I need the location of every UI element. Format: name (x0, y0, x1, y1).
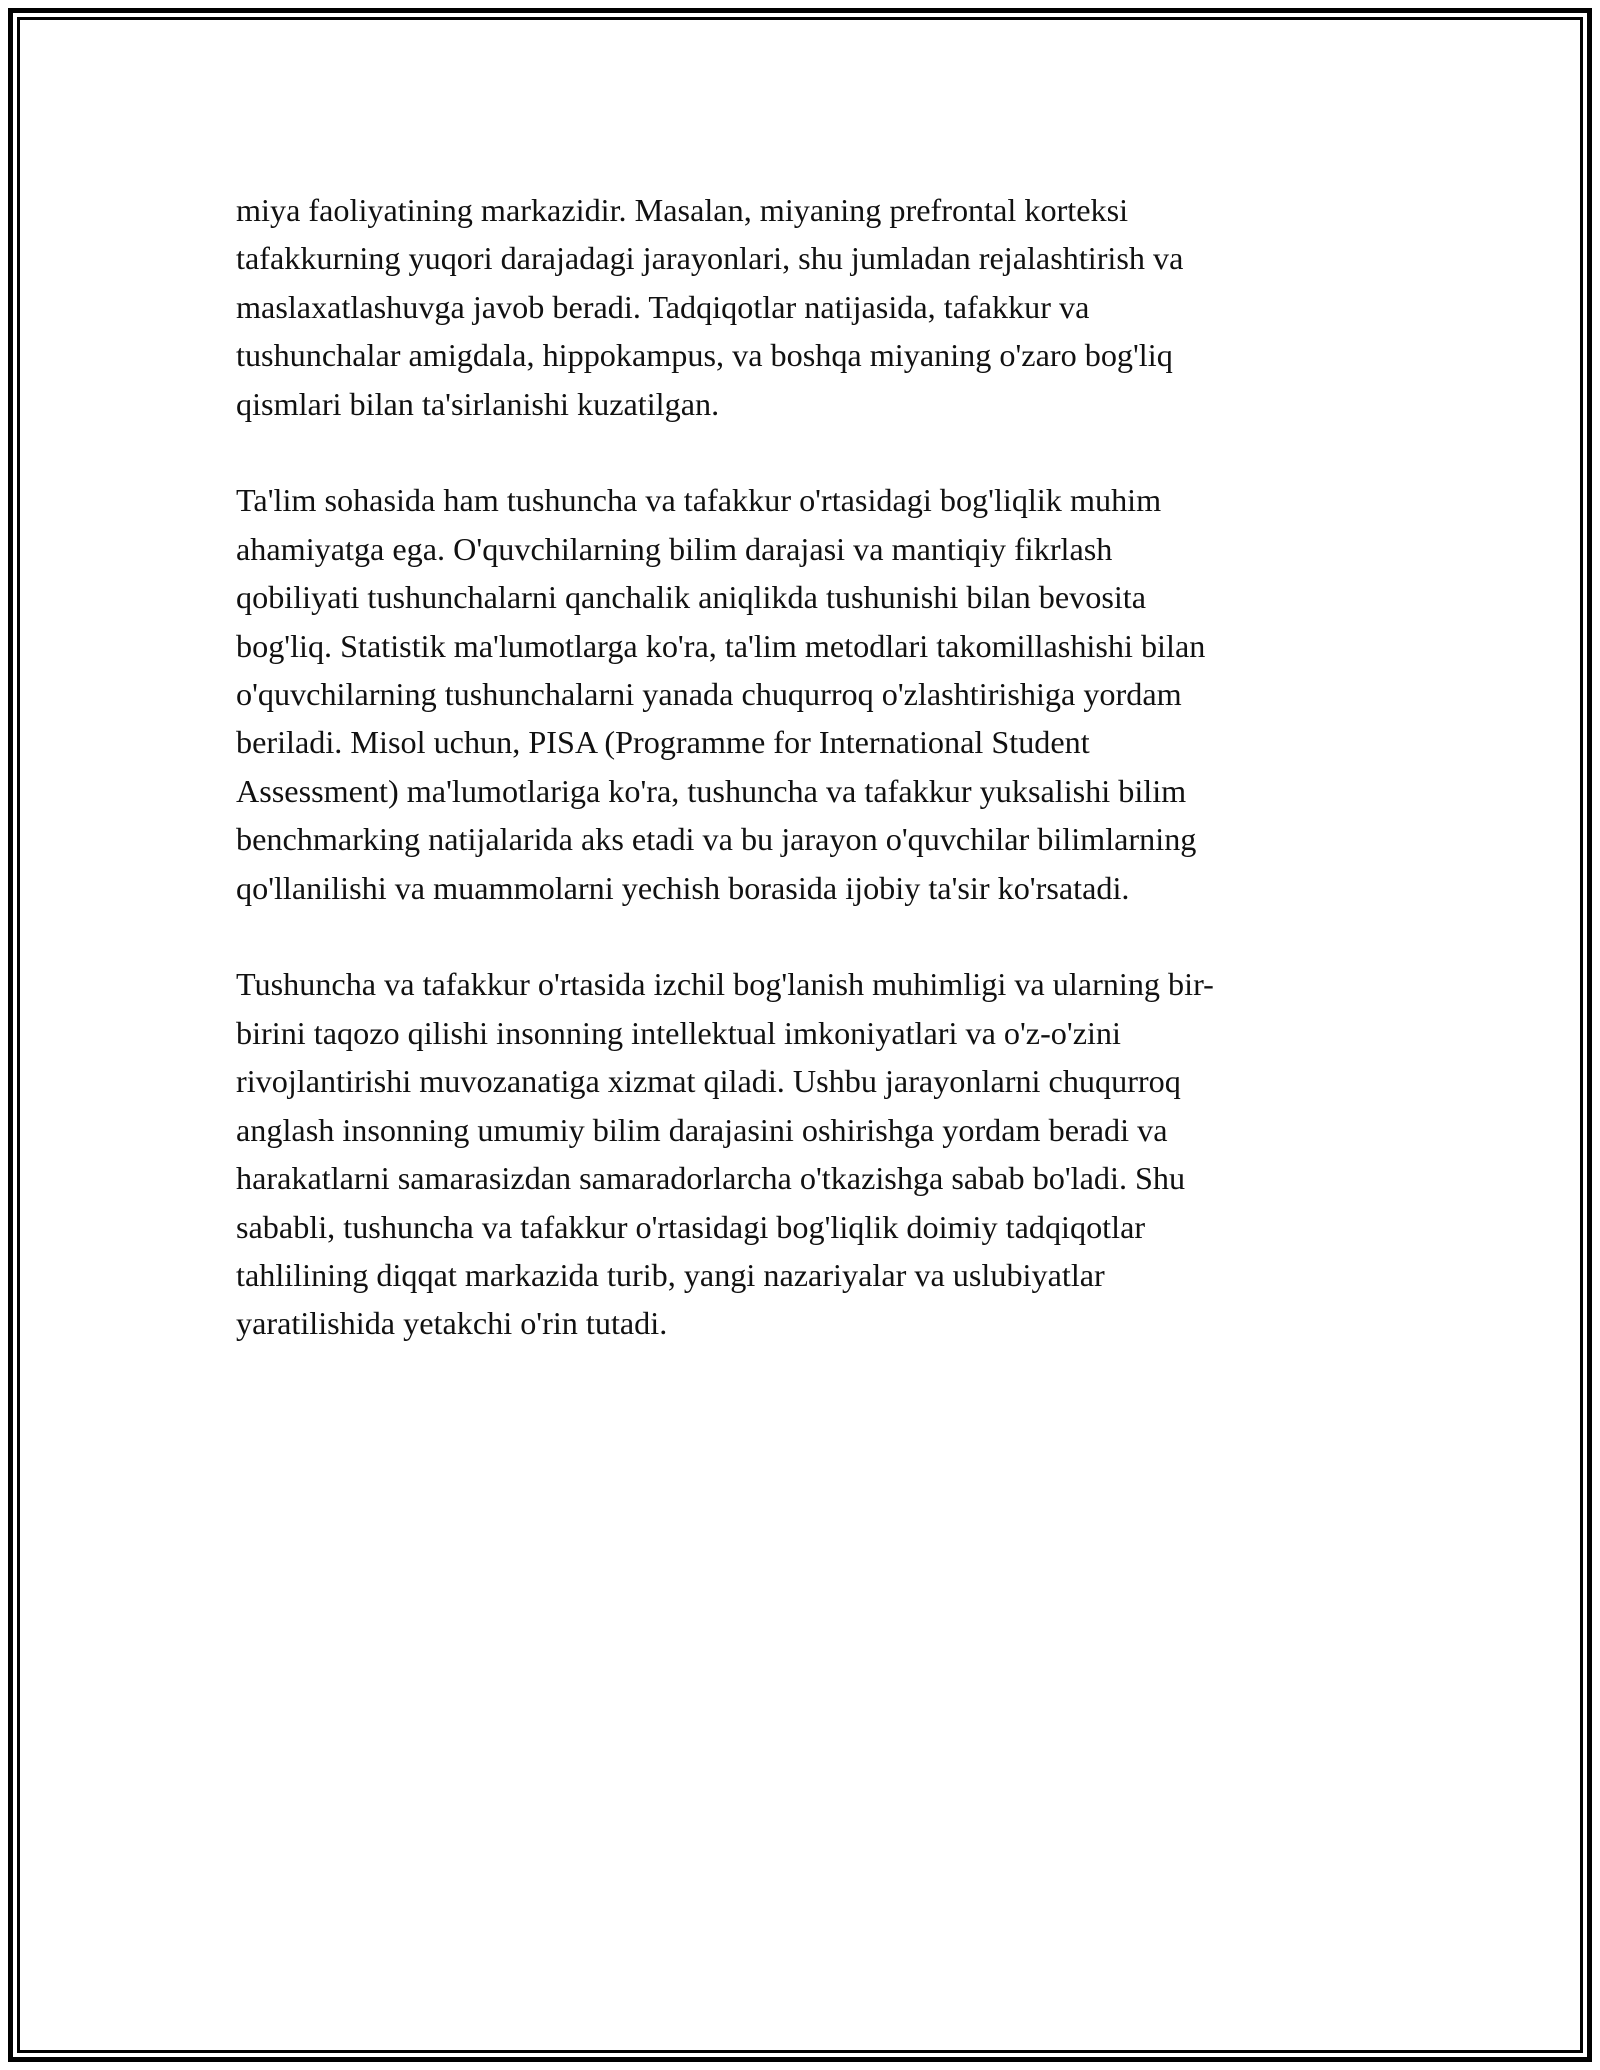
text-line: qobiliyati tushunchalarni qanchalik aniqlikda tushunishi bilan bevosita (236, 579, 1147, 616)
paragraph-3 (236, 960, 1366, 1347)
text-line: o'quvchilarning tushunchalarni yanada chuqurroq o'zlashtirishiga yordam (236, 676, 1182, 713)
text-line: harakatlarni samarasizdan samaradorlarcha o'tkazishga sabab bo'ladi. Shu (236, 1160, 1186, 1197)
paragraph-1 (236, 186, 1366, 428)
text-line: qo'llanilishi va muammolarni yechish borasida ijobiy ta'sir ko'rsatadi. (236, 869, 1130, 906)
text-line: qismlari bilan ta'sirlanishi kuzatilgan. (236, 385, 720, 422)
text-line: birini taqozo qilishi insonning intellektual imkoniyatlari va o'z-o'zini (236, 1014, 1121, 1051)
text-line: ahamiyatga ega. O'quvchilarning bilim darajasi va mantiqiy fikrlash (236, 530, 1113, 567)
text-line: bog'liq. Statistik ma'lumotlarga ko'ra, ta'lim metodlari takomillashishi bilan (236, 627, 1206, 664)
text-line: rivojlantirishi muvozanatiga xizmat qiladi. Ushbu jarayonlarni chuqurroq (236, 1063, 1181, 1100)
text-line: tushunchalar amigdala, hippokampus, va boshqa miyaning o'zaro bog'liq (236, 337, 1173, 374)
paragraph-2 (236, 476, 1366, 912)
text-line: benchmarking natijalarida aks etadi va bu jarayon o'quvchilar bilimlarning (236, 821, 1197, 858)
text-line: Assessment) ma'lumotlariga ko'ra, tushuncha va tafakkur yuksalishi bilim (236, 772, 1187, 809)
text-line: maslaxatlashuvga javob beradi. Tadqiqotlar natijasida, tafakkur va (236, 288, 1090, 325)
text-line: sababli, tushuncha va tafakkur o'rtasidagi bog'liqlik doimiy tadqiqotlar (236, 1208, 1146, 1245)
text-line: beriladi. Misol uchun, PISA (Programme for International Student (236, 724, 1090, 761)
text-line: Ta'lim sohasida ham tushuncha va tafakkur o'rtasidagi bog'liqlik muhim (236, 482, 1162, 519)
text-line: anglash insonning umumiy bilim darajasini oshirishga yordam beradi va (236, 1111, 1168, 1148)
text-line: yaratilishida yetakchi o'rin tutadi. (236, 1305, 668, 1342)
text-line: miya faoliyatining markazidir. Masalan, miyaning prefrontal korteksi (236, 192, 1129, 228)
text-line: tahlilining diqqat markazida turib, yangi nazariyalar va uslubiyatlar (236, 1256, 1105, 1293)
text-line: tafakkurning yuqori darajadagi jarayonlari, shu jumladan rejalashtirish va (236, 240, 1184, 277)
document-body (236, 186, 1366, 1396)
text-line: Tushuncha va tafakkur o'rtasida izchil bog'lanish muhimligi va ularning bir- (236, 966, 1214, 1003)
